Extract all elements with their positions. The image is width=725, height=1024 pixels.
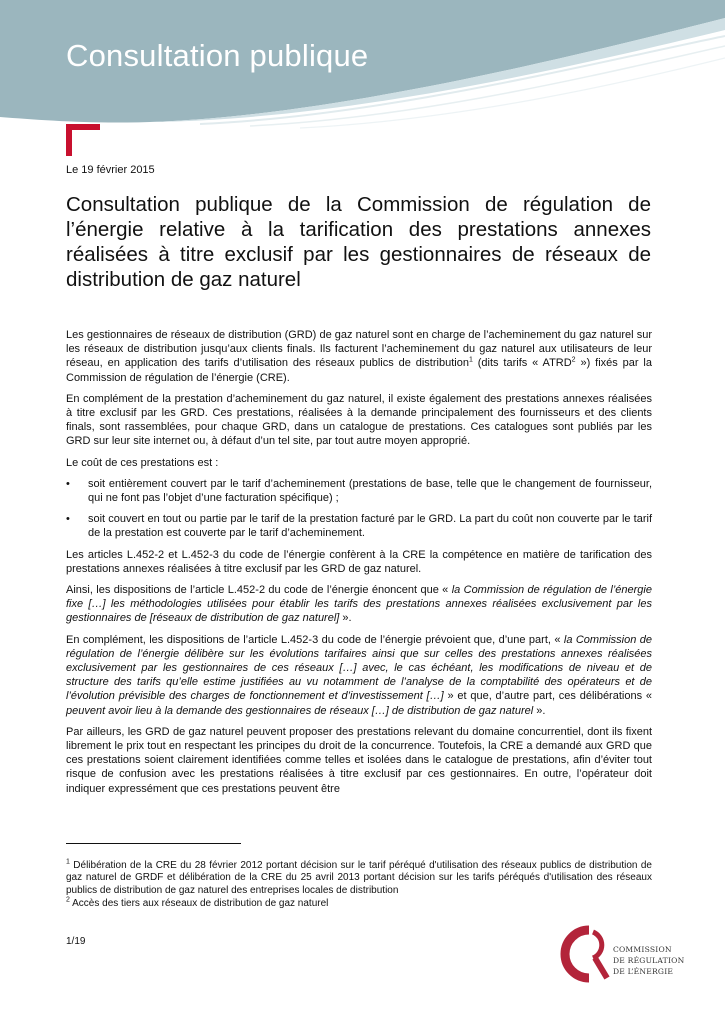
cre-logo-icon: [559, 924, 615, 984]
footnote-separator: [66, 843, 241, 844]
paragraph-3: Le coût de ces prestations est :: [66, 456, 219, 469]
document-title: Consultation publique de la Commission de régulation de l’énergie relative à la tarification des prestations annexes réalisées à titre exclusif par les gestionnaires de réseaux de distribution de gaz naturel: [66, 193, 651, 291]
document-date: Le 19 février 2015: [66, 164, 155, 176]
paragraph-6: En complément, les dispositions de l’article L.452-3 du code de l’énergie prévoient que, d’une part, « la Commission de régulation de l’énergie délibère sur les évolutions tarifaires ainsi que sur celles des prestations annexes réalisées exclusivement par les gestionnaires de ces réseaux […] avec, le cas échéant, les modifications de niveau et de structure des tarifs qu’elle estime justifiées au vu notamment de l’analyse de la comptabilité des opérateurs et de l’évolution prévisible des charges de fonctionnement et d’investissement […] » et que, d’autre part, ces délibérations « peuvent avoir lieu à la demande des gestionnaires de réseaux […] de distribution de gaz naturel ».: [66, 633, 652, 717]
footnote-1: $^1$ Délibération de la CRE du 28 février 2012 portant décision sur le tarif péréqué d'utilisation des réseaux publics de distribution de gaz naturel de GRDF et délibération de la CRE du 25 avril 2013 portant décision sur les tarifs péréqués d'utilisation des réseaux publics de distribution de gaz naturel des entreprises locales de distribution: [66, 858, 652, 896]
cost-list: [66, 477, 652, 541]
footnote-ref-2[interactable]: 2: [571, 356, 576, 364]
paragraph-5: Ainsi, les dispositions de l’article L.452-2 du code de l’énergie énoncent que « la Commission de régulation de l’énergie fixe […] les méthodologies utilisées pour établir les tarifs des prestations annexes réalisées exclusivement par les gestionnaires de [réseaux de distribution de gaz naturel] ».: [66, 584, 652, 625]
list-item: • soit entièrement couvert par le tarif d’acheminement (prestations de base, telle que le changement de fournisseur, qui ne font pas l’objet d’une facturation spécifique) ;: [66, 477, 652, 505]
list-item: • soit couvert en tout ou partie par le tarif de la prestation facturé par le GRD. La part du coût non couverte par le tarif de la prestation est couverte par le tarif d’acheminement.: [66, 513, 652, 540]
banner-title: Consultation publique: [66, 38, 369, 73]
bullet-icon: •: [66, 477, 70, 490]
page-number: 1/19: [66, 936, 86, 947]
document-body: [66, 328, 652, 803]
paragraph-1: Les gestionnaires de réseaux de distribution (GRD) de gaz naturel sont en charge de l’acheminement du gaz naturel sur les réseaux de distribution jusqu’aux clients finals. Ils facturent l’acheminement du gaz naturel aux utilisateurs de leur réseau, en application des tarifs d’utilisation des réseaux publics de distribution$^1$ (dits tarifs « ATRD$^2$ ») fixés par la Commission de régulation de l’énergie (CRE).: [66, 329, 652, 384]
paragraph-2: En complément de la prestation d’acheminement du gaz naturel, il existe également des prestations annexes réalisées à titre exclusif par les GRD. Ces prestations, réalisées à la demande principalement des fournisseurs et des clients finals, sont rassemblées, pour chaque GRD, dans un catalogue de prestations. Ces catalogues sont publiés par les GRD sur leur site internet ou, à défaut d’un tel site, par tout autre moyen approprié.: [66, 392, 652, 448]
cre-logo: [559, 924, 689, 984]
footnotes: [66, 860, 652, 912]
footnote-2: $^2$ Accès des tiers aux réseaux de distribution de gaz naturel: [66, 896, 329, 910]
paragraph-4: Les articles L.452-2 et L.452-3 du code de l’énergie confèrent à la CRE la compétence en matière de tarification des prestations annexes réalisées à titre exclusif par les GRD de gaz naturel.: [66, 548, 652, 575]
bullet-icon: •: [66, 513, 70, 526]
footnote-ref-1[interactable]: 1: [468, 356, 473, 364]
logo-text: COMMISSION DE RÉGULATION DE L’ÉNERGIE: [613, 945, 685, 976]
red-corner-mark: [66, 124, 100, 156]
paragraph-7: Par ailleurs, les GRD de gaz naturel peuvent proposer des prestations relevant du domaine concurrentiel, dont ils fixent librement le prix tout en respectant les principes du droit de la concurrence. Toutefois, la CRE a demandé aux GRD que ces prestations soient clairement identifiées comme telles et isolées dans le catalogue de prestations, afin d’éviter tout risque de confusion avec les prestations réalisées à titre exclusif par ces gestionnaires. En outre, l’opérateur doit indiquer expressément que ces prestations peuvent être: [66, 725, 652, 795]
